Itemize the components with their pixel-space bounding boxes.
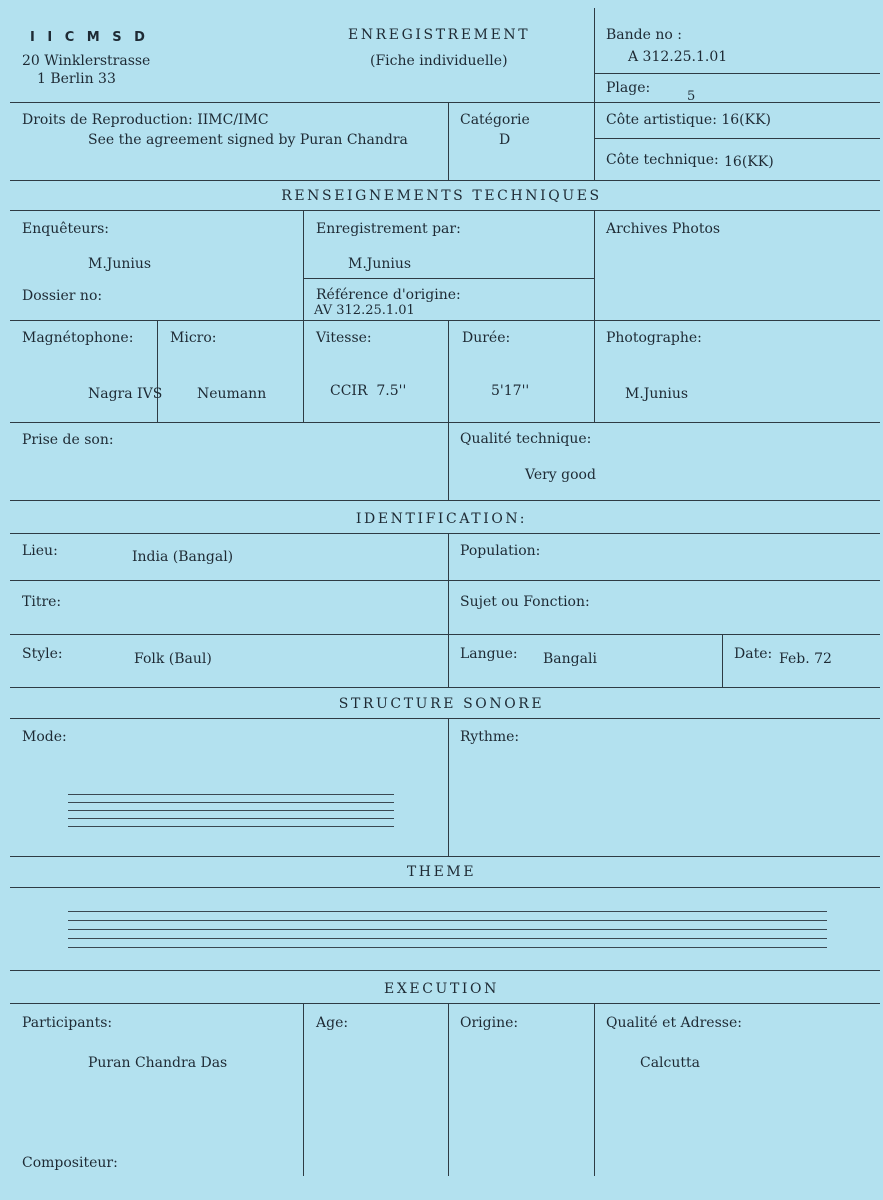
categorie-label: Catégorie [460,112,530,128]
plage-value: 5 [687,89,696,104]
age-label: Age: [316,1015,349,1031]
magnetophone-label: Magnétophone: [22,330,134,346]
org-name: I I C M S D [30,30,149,45]
langue-value: Bangali [543,651,597,667]
enqueteurs-label: Enquêteurs: [22,221,110,237]
execution-section-title: EXECUTION [384,981,499,997]
vitesse-label: Vitesse: [316,330,372,346]
plage-label: Plage: [606,80,651,96]
date-label: Date: [734,646,773,662]
cote-technique-value: 16(KK) [724,154,774,170]
magnetophone-value: Nagra IVS [88,386,163,402]
micro-value: Neumann [197,386,267,402]
duree-value: 5'17'' [491,383,530,399]
photographe-label: Photographe: [606,330,702,346]
identification-section-title: IDENTIFICATION: [355,511,528,527]
cote-technique-label: Côte technique: [606,152,719,168]
dossier-label: Dossier no: [22,288,103,304]
origine-label: Origine: [460,1015,519,1031]
population-label: Population: [460,543,541,559]
qualite-technique-label: Qualité technique: [460,431,592,447]
technical-section-title: RENSEIGNEMENTS TECHNIQUES [281,188,602,204]
archives-photos-label: Archives Photos [606,221,721,237]
lieu-label: Lieu: [22,543,58,559]
participants-value: Puran Chandra Das [88,1055,228,1071]
rythme-label: Rythme: [460,729,520,745]
structure-section-title: STRUCTURE SONORE [338,696,545,712]
enregistrement-par-label: Enregistrement par: [316,221,461,237]
rights-text: See the agreement signed by Puran Chandra [88,132,408,148]
lieu-value: India (Bangal) [132,549,234,565]
style-value: Folk (Baul) [134,651,212,667]
compositeur-label: Compositeur: [22,1155,118,1171]
participants-label: Participants: [22,1015,113,1031]
enqueteurs-value: M.Junius [88,256,152,272]
org-address-street: 20 Winklerstrasse [22,53,151,69]
date-value: Feb. 72 [779,651,832,667]
photographe-value: M.Junius [625,386,689,402]
langue-label: Langue: [460,646,518,662]
form-title: ENREGISTREMENT [348,27,531,43]
mode-label: Mode: [22,729,67,745]
titre-label: Titre: [22,594,62,610]
micro-label: Micro: [170,330,217,346]
reference-value: AV 312.25.1.01 [314,303,415,318]
qualite-technique-value: Very good [525,467,596,483]
reference-label: Référence d'origine: [316,287,461,303]
categorie-value: D [499,132,511,148]
bande-value: A 312.25.1.01 [628,49,728,65]
sujet-fonction-label: Sujet ou Fonction: [460,594,590,610]
bande-label: Bande no : [606,27,682,43]
rights-label: Droits de Reproduction: IIMC/IMC [22,112,269,128]
theme-section-title: THEME [406,864,477,880]
cote-artistique: Côte artistique: 16(KK) [606,112,772,128]
style-label: Style: [22,646,63,662]
qualite-adresse-label: Qualité et Adresse: [606,1015,742,1031]
vitesse-value: CCIR 7.5'' [330,383,407,399]
enregistrement-par-value: M.Junius [348,256,412,272]
org-address-city: 1 Berlin 33 [37,71,116,87]
form-subtitle: (Fiche individuelle) [370,53,508,69]
duree-label: Durée: [462,330,511,346]
qualite-adresse-value: Calcutta [640,1055,700,1071]
prise-de-son-label: Prise de son: [22,432,114,448]
